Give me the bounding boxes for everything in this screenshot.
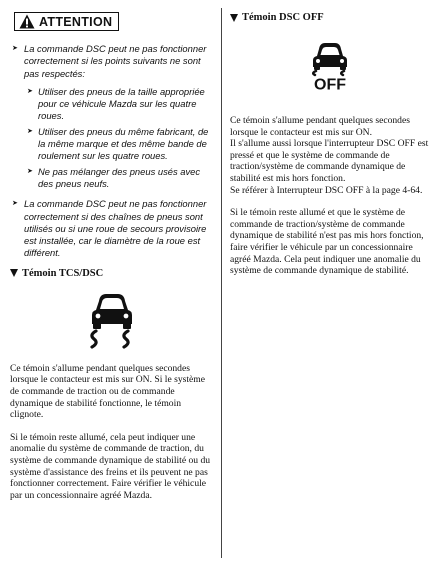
attention-item	[10, 198, 214, 259]
dsc-off-paragraph: Ce témoin s'allume pendant quelques secondes lorsque le contacteur est mis sur ON.	[230, 115, 410, 138]
off-label: OFF	[314, 76, 346, 91]
section-title: Témoin DSC OFF	[242, 12, 324, 23]
attention-subitem: ➤ Utiliser des pneus du même fabricant, de la même marque et des même bande de roulement sur les quatre roues.	[24, 126, 214, 163]
section-marker-icon	[230, 14, 238, 22]
tcs-dsc-paragraph: Si le témoin reste allumé, cela peut indiquer une anomalie du système de commande de traction, du système de commande dynamique de stabilité ou du système d'assistance des freins et ils peuvent ne pas fonctionner correctement. Faire vérifier le véhicule par un concessionnaire agréé Mazda.	[10, 431, 211, 501]
section-heading-dsc-off	[230, 12, 430, 23]
section-heading-tcs-dsc	[10, 268, 214, 279]
section-title: Témoin TCS/DSC	[22, 267, 104, 279]
right-column	[230, 12, 430, 277]
attention-item-text: La commande DSC peut ne pas fonctionner correctement si les points suivants ne sont pas respectés:	[24, 43, 207, 79]
tcs-dsc-indicator	[10, 291, 214, 349]
attention-item-text: La commande DSC peut ne pas fonctionner correctement si des chaînes de pneus sont utilisés ou si une roue de secours provisoire est installée, car le diamètre de la roue est différent.	[24, 198, 207, 259]
left-column	[10, 12, 214, 501]
dsc-off-paragraph: Si le témoin reste allumé et que le système de commande de traction/système de commande dynamique de stabilité n'est pas mis hors fonction, faire vérifier le véhicule par un concessionnaire agréé Mazda. Cela peut indiquer une anomalie du système de commande dynamique de stabilité.	[230, 207, 424, 277]
attention-item	[10, 43, 214, 190]
tcs-dsc-paragraph: Ce témoin s'allume pendant quelques secondes lorsque le contacteur est mis sur ON. Si le système de commande de traction ou de commande dynamique de stabilité fonctionne, le témoin clignote.	[10, 362, 206, 421]
dsc-off-paragraph: Se référer à Interrupteur DSC OFF à la page 4-64.	[230, 184, 423, 196]
column-divider	[221, 8, 222, 558]
attention-label: ATTENTION	[39, 14, 113, 29]
car-skid-off-icon	[302, 41, 358, 91]
car-skid-icon	[82, 291, 142, 349]
warning-triangle-icon	[19, 14, 35, 29]
attention-sublist	[24, 86, 214, 190]
attention-subitem: ➤ Utiliser des pneus de la taille appropriée pour ce véhicule Mazda sur les quatre roues.	[24, 86, 214, 123]
dsc-off-paragraph: Il s'allume aussi lorsque l'interrupteur DSC OFF est pressé et que le système de commande de traction/système de commande dynamique de stabilité est mis hors fonction.	[230, 138, 429, 184]
attention-box	[14, 12, 119, 31]
attention-subitem: ➤ Ne pas mélanger des pneus usés avec des pneus neufs.	[24, 166, 214, 191]
dsc-off-indicator	[230, 41, 430, 91]
section-marker-icon	[10, 269, 18, 277]
attention-list	[10, 43, 214, 260]
